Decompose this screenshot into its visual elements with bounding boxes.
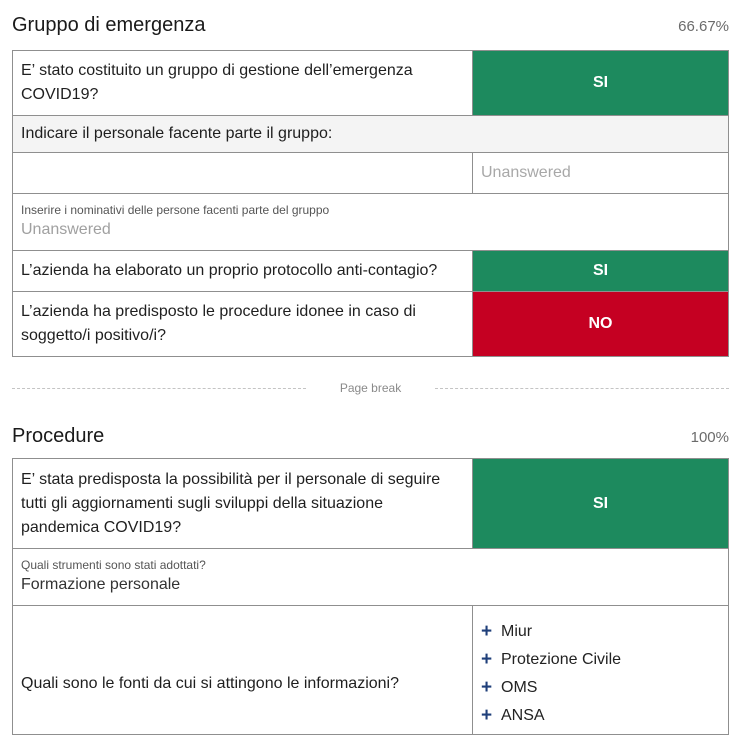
list-item <box>481 674 728 702</box>
unanswered-value: Unanswered <box>21 221 111 238</box>
question-row <box>12 548 729 606</box>
section-score: 100% <box>690 429 729 446</box>
plus-icon: + <box>481 649 493 670</box>
answer-badge-yes: SI <box>473 251 728 291</box>
plus-icon: + <box>481 677 493 698</box>
answer-badge-yes: SI <box>473 51 728 115</box>
answer-value: Formazione personale <box>21 576 181 593</box>
answer-badge-yes: SI <box>473 459 728 548</box>
section-header-gruppo <box>12 14 729 37</box>
page-break-line <box>12 388 306 389</box>
question-row <box>12 250 729 292</box>
question-text: Quali sono le fonti da cui si attingono le informazioni? <box>13 606 473 734</box>
question-label: Quali strumenti sono stati adottati? <box>21 558 206 572</box>
table-cell-empty <box>13 153 473 193</box>
question-row <box>12 50 729 116</box>
section-title: Procedure <box>12 425 105 447</box>
source-label: Miur <box>501 623 533 640</box>
table-row <box>12 152 729 194</box>
question-row <box>12 115 729 153</box>
source-label: ANSA <box>501 707 545 724</box>
list-item <box>481 646 728 674</box>
question-text: E’ stata predisposta la possibilità per il personale di seguire tutti gli aggiornamenti sugli sviluppi della situazione pandemica COVID19? <box>13 459 473 548</box>
list-item <box>481 702 728 730</box>
plus-icon: + <box>481 705 493 726</box>
question-text: L’azienda ha elaborato un proprio protocollo anti-contagio? <box>13 251 473 291</box>
question-row <box>12 458 729 549</box>
question-row <box>12 605 729 735</box>
page-break-label: Page break <box>339 381 402 395</box>
list-item <box>481 618 728 646</box>
question-row <box>12 291 729 357</box>
page-break <box>12 381 729 395</box>
source-label: OMS <box>501 679 538 696</box>
question-label: Inserire i nominativi delle persone facenti parte del gruppo <box>21 203 330 217</box>
question-text: E’ stato costituito un gruppo di gestione dell’emergenza COVID19? <box>13 51 473 115</box>
section-score: 66.67% <box>678 18 729 35</box>
question-text: Indicare il personale facente parte il gruppo: <box>21 125 333 142</box>
unanswered-value: Unanswered <box>481 164 571 181</box>
sources-list <box>473 606 728 734</box>
page-break-line <box>435 388 729 389</box>
question-text: L’azienda ha predisposto le procedure idonee in caso di soggetto/i positivo/i? <box>13 292 473 356</box>
plus-icon: + <box>481 621 493 642</box>
section-title: Gruppo di emergenza <box>12 14 206 36</box>
question-row <box>12 193 729 251</box>
answer-badge-no: NO <box>473 292 728 356</box>
section-header-procedure <box>12 425 729 448</box>
source-label: Protezione Civile <box>501 651 622 668</box>
